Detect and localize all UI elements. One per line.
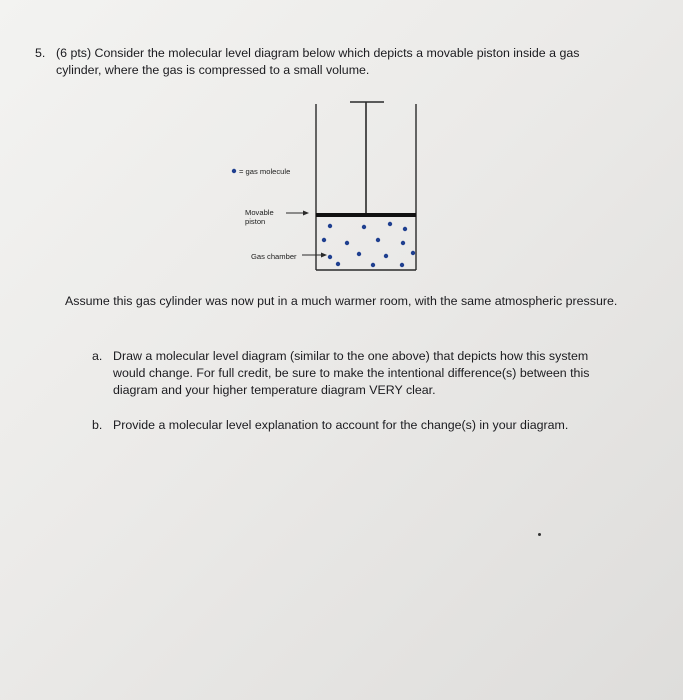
piston-arrowhead bbox=[303, 211, 309, 216]
gas-molecule bbox=[357, 252, 361, 256]
gas-molecule bbox=[384, 254, 388, 258]
gas-molecule bbox=[388, 222, 392, 226]
gas-molecule bbox=[322, 238, 326, 242]
chamber-arrowhead bbox=[321, 253, 327, 258]
gas-molecule bbox=[400, 263, 404, 267]
part-a-label: a. bbox=[92, 349, 103, 363]
gas-molecule bbox=[362, 225, 366, 229]
gas-molecule bbox=[403, 227, 407, 231]
gas-molecule bbox=[328, 255, 332, 259]
paper-speck bbox=[538, 533, 541, 536]
gas-molecule bbox=[376, 238, 380, 242]
piston-label: Movable piston bbox=[245, 208, 274, 226]
gas-molecule bbox=[345, 241, 349, 245]
question-number: 5. bbox=[35, 46, 46, 60]
legend-label: = gas molecule bbox=[239, 167, 291, 176]
assumption-text: Assume this gas cylinder was now put in a much warmer room, with the same atmospheric pressure. bbox=[65, 294, 618, 308]
gas-molecule bbox=[328, 224, 332, 228]
gas-molecule bbox=[401, 241, 405, 245]
chamber-label: Gas chamber bbox=[251, 252, 297, 261]
part-b-label: b. bbox=[92, 418, 103, 432]
legend-gas-molecule bbox=[232, 169, 236, 173]
gas-molecule bbox=[336, 262, 340, 266]
piston-plate bbox=[316, 213, 416, 217]
gas-molecules bbox=[322, 222, 415, 267]
gas-molecule bbox=[411, 251, 415, 255]
question-prompt: (6 pts) Consider the molecular level diagram below which depicts a movable piston inside a gas cylinder, where the gas is compressed to a small volume. bbox=[56, 46, 580, 77]
gas-molecule bbox=[371, 263, 375, 267]
part-a-text: Draw a molecular level diagram (similar to the one above) that depicts how this system would change. For full credit, be sure to make the intentional difference(s) between this diagram and your higher temperature diagram VERY clear. bbox=[113, 349, 590, 397]
part-b-text: Provide a molecular level explanation to account for the change(s) in your diagram. bbox=[113, 418, 569, 432]
